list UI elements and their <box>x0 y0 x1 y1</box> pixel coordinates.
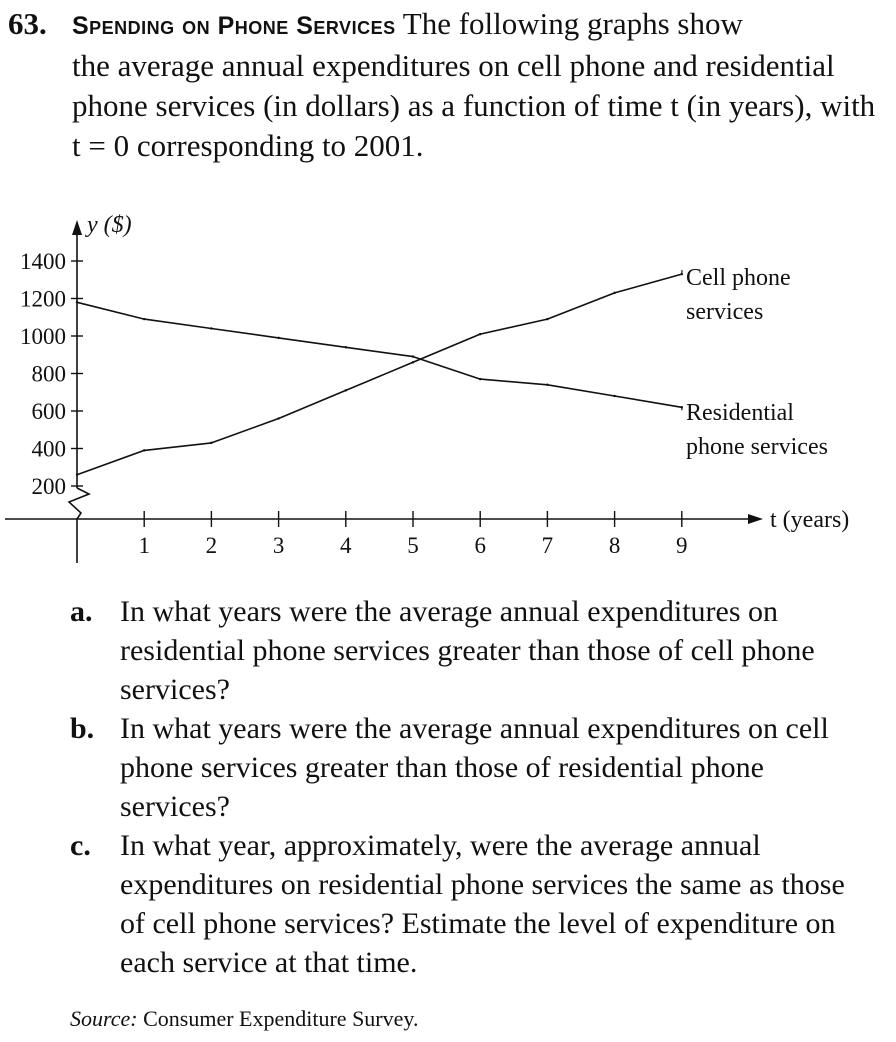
question-a <box>70 592 870 709</box>
x-tick-label: 1 <box>138 533 150 558</box>
x-axis-title: t (years) <box>770 507 850 533</box>
data-point <box>143 318 145 320</box>
series-label-residential: Residential <box>686 400 794 426</box>
source-label: Source: <box>70 1006 138 1031</box>
chart-series <box>76 270 683 476</box>
data-point <box>76 474 78 476</box>
data-point <box>613 395 615 397</box>
data-point <box>613 292 615 294</box>
data-point <box>277 337 279 339</box>
y-tick-label: 1000 <box>20 324 66 349</box>
data-point <box>76 301 78 303</box>
y-tick-label: 200 <box>31 474 66 499</box>
data-point <box>546 318 548 320</box>
series-label-residential: phone services <box>686 434 828 460</box>
series-line-residential <box>77 302 682 407</box>
problem-text-body: the average annual expenditures on cell phone and residential phone services (in dollars) as a function of time t (in years), with t = 0 corresponding to 2001. <box>72 48 876 163</box>
question-text: In what years were the average annual expenditures on residential phone services greater than those of cell phone services? <box>120 595 815 706</box>
x-tick-label: 6 <box>474 533 486 558</box>
y-axis-title: y ($) <box>87 212 132 238</box>
data-point <box>479 378 481 380</box>
chart-axes <box>5 220 763 563</box>
data-point <box>345 389 347 391</box>
y-tick-label: 400 <box>31 436 66 462</box>
expenditure-chart <box>0 205 880 575</box>
y-tick-label: 1400 <box>20 249 66 274</box>
y-tick-label: 1200 <box>20 286 66 312</box>
question-b <box>70 709 870 826</box>
x-tick-label: 7 <box>541 533 554 558</box>
data-point <box>277 417 279 419</box>
x-tick-label: 4 <box>340 533 352 558</box>
data-point <box>143 449 145 451</box>
series-line-cell-phone <box>77 274 682 475</box>
x-tick-label: 9 <box>676 533 688 558</box>
x-tick-label: 8 <box>608 533 621 558</box>
problem-number: 63. <box>8 6 47 41</box>
x-tick-label: 5 <box>407 533 419 558</box>
y-tick-label: 800 <box>31 361 66 387</box>
x-tick-label: 2 <box>205 533 218 558</box>
series-label-cell-phone: Cell phone <box>686 265 791 291</box>
source-text: Consumer Expenditure Survey. <box>143 1006 419 1031</box>
data-point <box>210 442 212 444</box>
question-letter: a. <box>70 595 93 628</box>
data-point <box>546 384 548 386</box>
series-label-cell-phone: services <box>686 299 764 325</box>
source-citation <box>70 1004 418 1034</box>
question-text: In what year, approximately, were the average annual expenditures on residential phone services the same as those of cell phone services? Estimate the level of expenditure on each service at that time. <box>120 829 845 979</box>
question-c <box>70 826 870 982</box>
data-point <box>479 333 481 335</box>
data-point <box>345 346 347 348</box>
chart-text <box>20 212 849 558</box>
data-point <box>210 327 212 329</box>
axis-break <box>69 488 89 519</box>
problem-statement <box>8 4 878 166</box>
x-axis-arrow <box>748 514 763 524</box>
question-list <box>70 592 870 982</box>
y-tick-label: 600 <box>31 399 66 424</box>
y-axis-arrow <box>72 220 82 235</box>
question-text: In what years were the average annual expenditures on cell phone services greater than those of residential phone services? <box>120 712 829 823</box>
x-tick-label: 3 <box>272 533 285 558</box>
problem-text-line1: The following graphs show <box>402 6 743 41</box>
question-letter: c. <box>70 829 91 862</box>
question-letter: b. <box>70 712 95 745</box>
problem-title: Spending on Phone Services <box>72 12 396 40</box>
data-point <box>412 355 414 357</box>
data-point <box>412 361 414 363</box>
